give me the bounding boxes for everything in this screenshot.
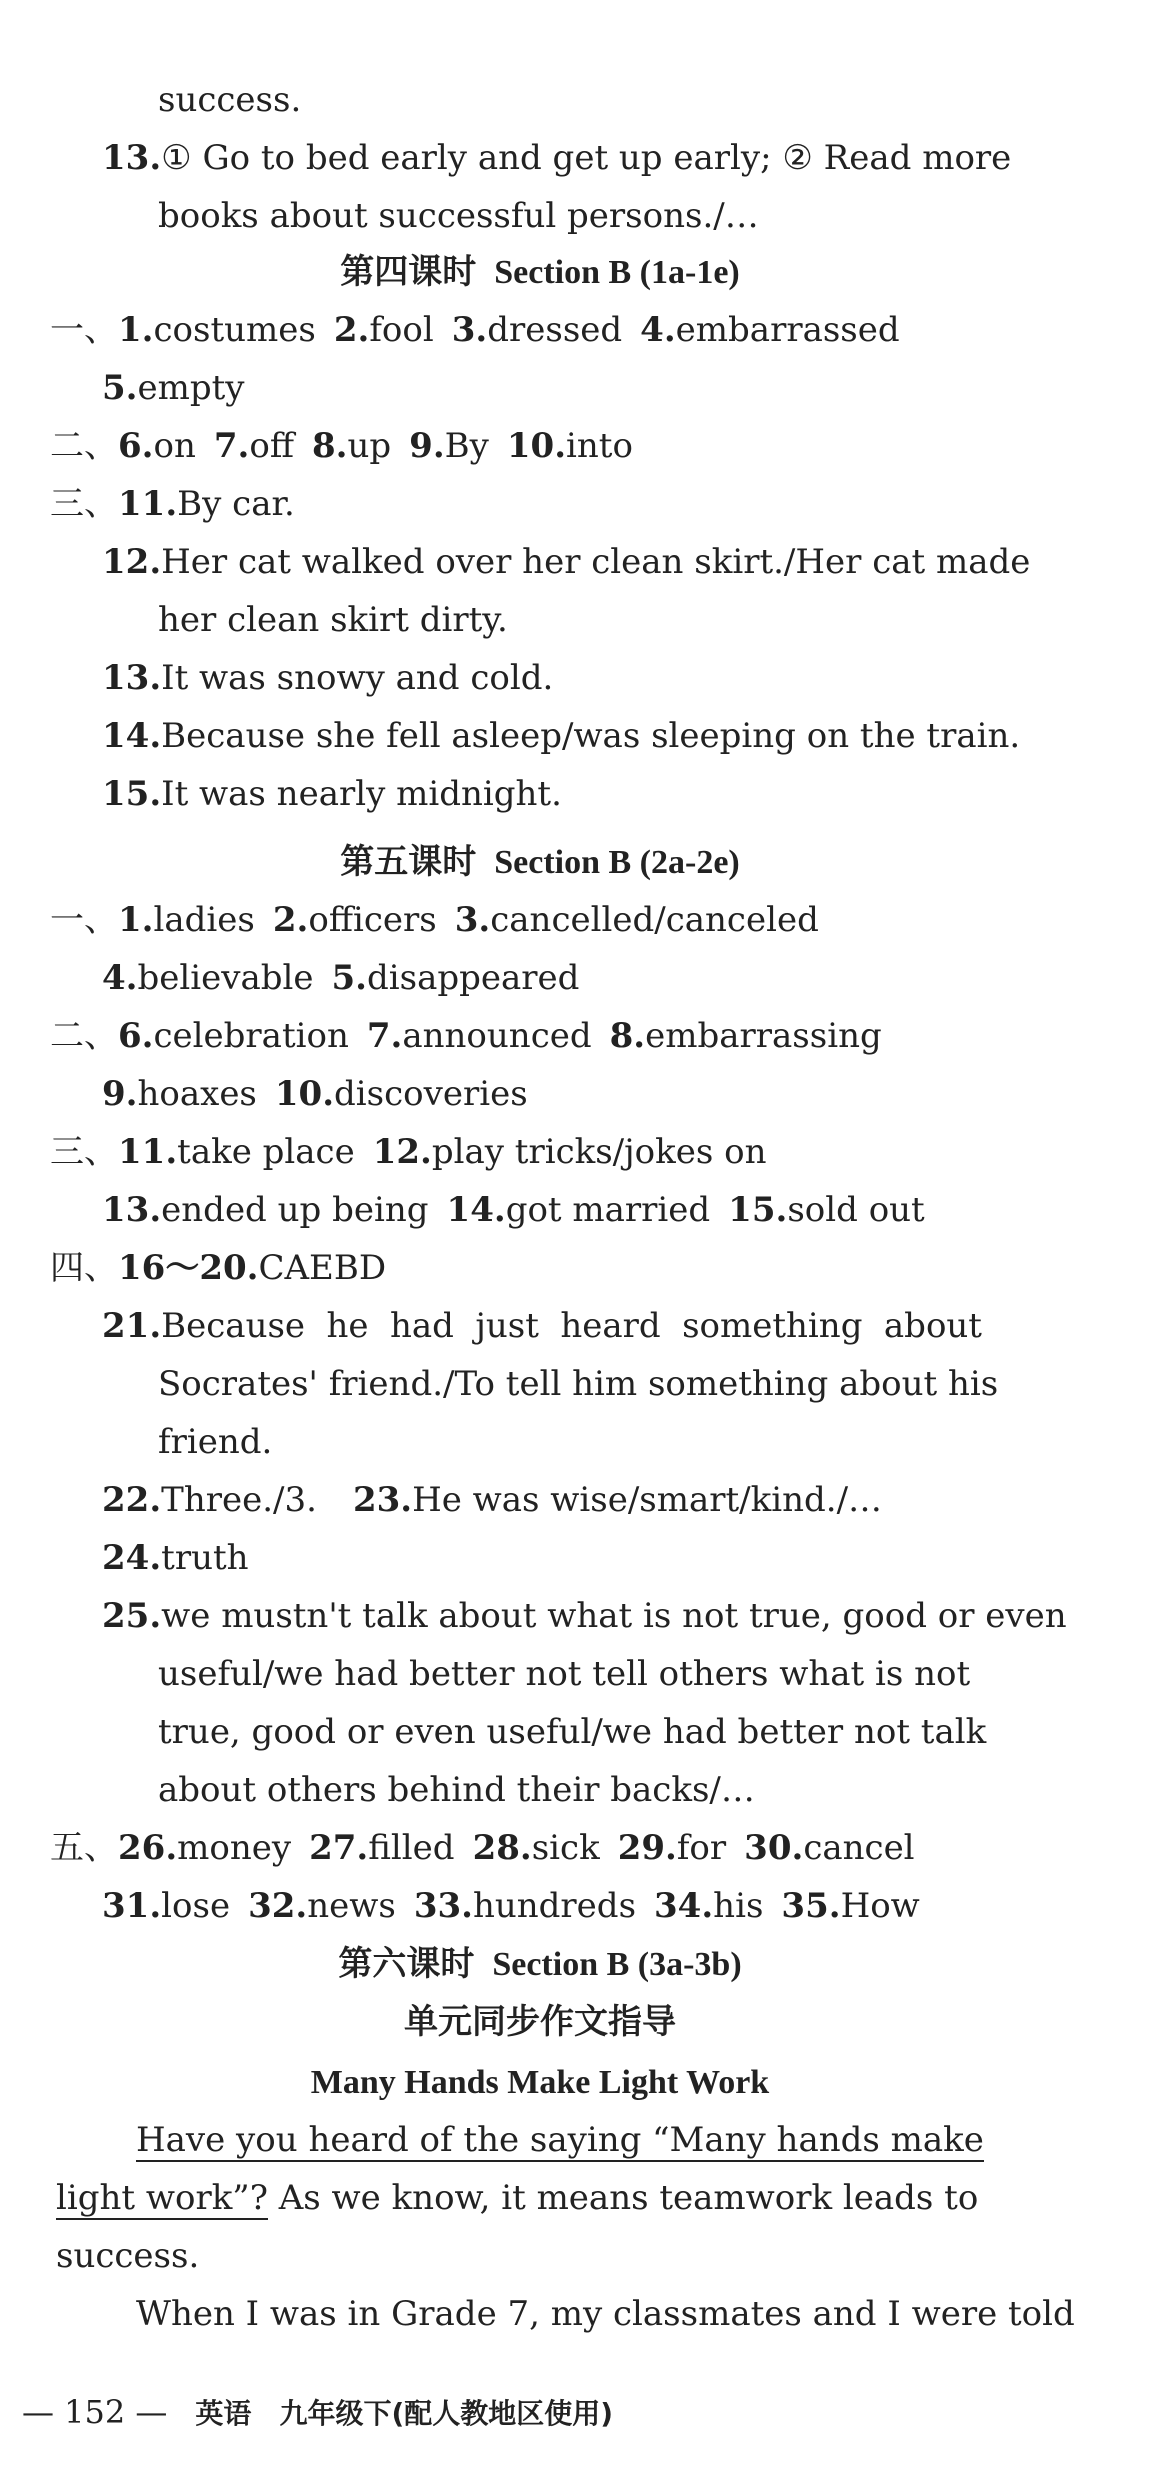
section-prefix: 一、 <box>50 900 118 940</box>
answer-line <box>158 1710 986 1754</box>
answer-word: about <box>883 1306 982 1346</box>
answer-text: success. <box>158 80 302 120</box>
answer-number: 2. <box>333 310 370 350</box>
section-prefix: 三、 <box>50 1132 118 1172</box>
answer-number: 32. <box>248 1886 308 1926</box>
answer-text: Because <box>161 1306 306 1346</box>
answer-line <box>158 1652 970 1696</box>
lesson-heading <box>0 1942 1080 1987</box>
lesson-heading-cn: 第四课时 <box>340 252 477 292</box>
answer-number: 14. <box>102 716 162 756</box>
answer-text: true, good or even useful/we had better not talk <box>158 1712 987 1752</box>
answer-number: 28. <box>472 1828 532 1868</box>
answer-text: take place <box>177 1132 355 1172</box>
answer-text: costumes <box>153 310 316 350</box>
answer-line <box>102 366 245 410</box>
answer-word: he <box>326 1306 369 1346</box>
answer-number: 12. <box>372 1132 432 1172</box>
answer-text: money <box>177 1828 292 1868</box>
writing-guide-heading <box>0 2000 1080 2044</box>
answer-number: 33. <box>413 1886 473 1926</box>
lesson-heading <box>0 840 1080 885</box>
essay-title <box>0 2060 1080 2105</box>
answer-number: 11. <box>118 1132 178 1172</box>
answer-text: books about successful persons./… <box>158 196 759 236</box>
essay-text-underlined: Have you heard of the saying “Many hands make <box>136 2120 984 2160</box>
answer-text: How <box>840 1886 920 1926</box>
answer-number: 1. <box>118 310 154 350</box>
answer-line <box>50 308 900 352</box>
answer-number: 6. <box>118 1016 154 1056</box>
answer-line <box>158 1362 998 1406</box>
answer-number: 2. <box>272 900 309 940</box>
answer-number: 24. <box>102 1538 162 1578</box>
answer-text: filled <box>368 1828 455 1868</box>
answer-line <box>158 1420 272 1464</box>
answer-text: Because she fell asleep/was sleeping on the train. <box>161 716 1021 756</box>
answer-number: 4. <box>640 310 676 350</box>
answer-text: CAEBD <box>258 1248 387 1288</box>
answer-number: 4. <box>102 958 138 998</box>
answer-line <box>158 194 759 238</box>
answer-number: 8. <box>609 1016 646 1056</box>
answer-text: celebration <box>153 1016 349 1056</box>
footer-grade: 九年级下(配人教地区使用) <box>279 2397 614 2430</box>
writing-guide-text: 单元同步作文指导 <box>404 2002 676 2042</box>
answer-number: 5. <box>331 958 367 998</box>
answer-text: ladies <box>153 900 255 940</box>
answer-line <box>50 482 295 526</box>
answer-line <box>50 898 819 942</box>
answer-text: officers <box>308 900 437 940</box>
answer-text: He was wise/smart/kind./… <box>412 1480 883 1520</box>
answer-line <box>102 1304 982 1348</box>
answer-line <box>102 1594 1067 1638</box>
answer-number: 25. <box>102 1596 162 1636</box>
page-footer <box>22 2392 613 2432</box>
page-number: — 152 — <box>22 2393 168 2431</box>
lesson-heading-en: Section B (1a-1e) <box>494 254 740 291</box>
answer-line <box>102 714 1020 758</box>
footer-subject: 英语 <box>195 2397 252 2430</box>
lesson-heading-en: Section B (3a-3b) <box>492 1946 742 1983</box>
answer-line <box>102 1884 920 1928</box>
essay-title-text: Many Hands Make Light Work <box>310 2064 770 2101</box>
answer-text: fool <box>369 310 434 350</box>
answer-text: his <box>713 1886 764 1926</box>
answer-line <box>50 1246 386 1290</box>
answer-text: believable <box>137 958 314 998</box>
answer-text: cancelled/canceled <box>490 900 819 940</box>
answer-text: friend. <box>158 1422 273 1462</box>
answer-line <box>102 772 562 816</box>
answer-line <box>102 1188 925 1232</box>
answer-number: 15. <box>728 1190 788 1230</box>
answer-text: empty <box>137 368 245 408</box>
answer-line <box>102 136 1011 180</box>
answer-number: 7. <box>366 1016 403 1056</box>
answer-text: cancel <box>803 1828 915 1868</box>
answer-line <box>102 540 1030 584</box>
essay-line <box>136 2292 1075 2336</box>
answer-number: 3. <box>451 310 488 350</box>
answer-number: 21. <box>102 1306 162 1346</box>
answer-text: discoveries <box>334 1074 528 1114</box>
answer-text: ① Go to bed early and get up early; ② Read more <box>161 138 1012 178</box>
answer-number: 1. <box>118 900 154 940</box>
answer-line <box>50 424 633 468</box>
answer-number: 5. <box>102 368 138 408</box>
essay-text: As we know, it means teamwork leads to <box>267 2178 979 2218</box>
answer-word: heard <box>560 1306 661 1346</box>
answer-line <box>102 656 553 700</box>
answer-line <box>102 1072 528 1116</box>
answer-text: hoaxes <box>137 1074 257 1114</box>
answer-number: 29. <box>617 1828 677 1868</box>
answer-line <box>102 1536 249 1580</box>
answer-text: It was nearly midnight. <box>161 774 562 814</box>
answer-number: 13. <box>102 138 162 178</box>
answer-word: had <box>389 1306 454 1346</box>
essay-text: When I was in Grade 7, my classmates and I were told <box>136 2294 1075 2334</box>
answer-number: 31. <box>102 1886 162 1926</box>
answer-text: useful/we had better not tell others what is not <box>158 1654 971 1694</box>
answer-text: Her cat walked over her clean skirt./Her cat made <box>161 542 1031 582</box>
answer-text: Three./3. <box>161 1480 317 1520</box>
answer-line <box>102 1478 882 1522</box>
answer-number: 35. <box>781 1886 841 1926</box>
answer-text: announced <box>402 1016 592 1056</box>
answer-number: 3. <box>454 900 491 940</box>
answer-number: 13. <box>102 1190 162 1230</box>
answer-text: By <box>444 426 489 466</box>
answer-text: her clean skirt dirty. <box>158 600 508 640</box>
answer-text: dressed <box>487 310 623 350</box>
answer-number: 11. <box>118 484 178 524</box>
answer-text: sick <box>531 1828 600 1868</box>
answer-number: 13. <box>102 658 162 698</box>
answer-word: something <box>682 1306 863 1346</box>
answer-text: into <box>566 426 633 466</box>
answer-number: 9. <box>102 1074 138 1114</box>
answer-text: news <box>307 1886 396 1926</box>
answer-number: 9. <box>409 426 445 466</box>
answer-text: embarrassed <box>675 310 900 350</box>
essay-line <box>56 2234 199 2278</box>
answer-line <box>158 78 301 122</box>
answer-text: we mustn't talk about what is not true, good or even <box>161 1596 1067 1636</box>
answer-text: hundreds <box>472 1886 637 1926</box>
lesson-heading-cn: 第五课时 <box>340 842 477 882</box>
answer-text: up <box>347 426 392 466</box>
answer-text: By car. <box>177 484 295 524</box>
answer-line <box>158 1768 755 1812</box>
section-prefix: 四、 <box>50 1248 118 1288</box>
answer-number: 15. <box>102 774 162 814</box>
answer-text: on <box>153 426 196 466</box>
answer-line <box>50 1130 766 1174</box>
answer-number: 34. <box>654 1886 714 1926</box>
lesson-heading <box>0 250 1080 295</box>
answer-number: 16～20. <box>118 1248 259 1288</box>
answer-number: 14. <box>446 1190 506 1230</box>
answer-number: 30. <box>744 1828 804 1868</box>
answer-text: It was snowy and cold. <box>161 658 554 698</box>
answer-text: Socrates' friend./To tell him something about his <box>158 1364 999 1404</box>
section-prefix: 五、 <box>50 1828 118 1868</box>
essay-text: success. <box>56 2236 200 2276</box>
answer-number: 26. <box>118 1828 178 1868</box>
answer-text: ended up being <box>161 1190 429 1230</box>
lesson-heading-en: Section B (2a-2e) <box>494 844 740 881</box>
answer-text: disappeared <box>367 958 580 998</box>
section-prefix: 三、 <box>50 484 118 524</box>
section-prefix: 二、 <box>50 1016 118 1056</box>
answer-text: for <box>676 1828 727 1868</box>
answer-word <box>102 1304 305 1348</box>
answer-text: got married <box>505 1190 711 1230</box>
answer-text: lose <box>161 1886 231 1926</box>
answer-number: 10. <box>506 426 567 466</box>
answer-text: about others behind their backs/… <box>158 1770 755 1810</box>
answer-number: 8. <box>312 426 348 466</box>
essay-line <box>56 2176 978 2220</box>
answer-number: 23. <box>352 1480 413 1520</box>
section-prefix: 二、 <box>50 426 118 466</box>
section-prefix: 一、 <box>50 310 118 350</box>
answer-word: just <box>475 1306 539 1346</box>
answer-line <box>50 1014 882 1058</box>
answer-number: 12. <box>102 542 162 582</box>
answer-line <box>158 598 508 642</box>
answer-text: off <box>249 426 294 466</box>
answer-text: play tricks/jokes on <box>431 1132 767 1172</box>
answer-number: 10. <box>274 1074 335 1114</box>
answer-line <box>50 1826 915 1870</box>
lesson-heading-cn: 第六课时 <box>338 1944 475 1984</box>
answer-number: 22. <box>102 1480 162 1520</box>
answer-line <box>102 956 579 1000</box>
essay-text-underlined: light work”? <box>56 2178 268 2218</box>
answer-text: truth <box>161 1538 249 1578</box>
answer-text: embarrassing <box>645 1016 882 1056</box>
answer-number: 27. <box>309 1828 369 1868</box>
answer-number: 6. <box>118 426 154 466</box>
essay-line <box>136 2118 984 2162</box>
answer-number: 7. <box>213 426 250 466</box>
answer-text: sold out <box>787 1190 925 1230</box>
